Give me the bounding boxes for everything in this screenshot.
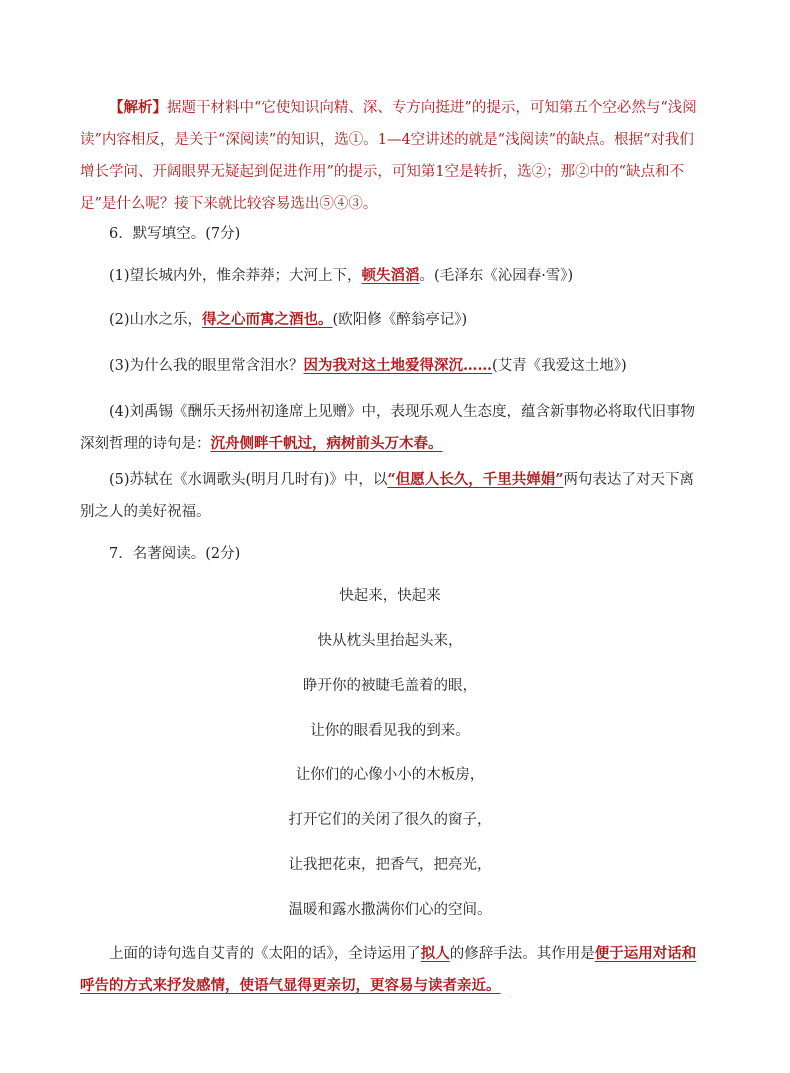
analysis-paragraph [80, 92, 700, 220]
poem-line-5: 让你们的心像小小的木板房， [295, 767, 485, 783]
q6-item-5-answer: “但愿人长久，千里共婵娟” [387, 471, 564, 488]
q6-item-2-prompt: (2)山水之乐， [109, 312, 203, 328]
q6-item-3-answer: 因为我对这土地爱得深沉…… [303, 357, 493, 374]
q6-item-5-text: 两句表达了对天下离别之人的美好祝福。 [80, 472, 695, 520]
q6-item-5 [80, 464, 700, 528]
q6-item-3-source: (艾青《我爱这土地》) [492, 358, 627, 374]
q7-title: 7．名著阅读。(2分) [109, 546, 241, 562]
poem-line-7: 让我把花束，把香气，把亮光， [288, 857, 492, 873]
analysis-tag: 【解析】 [109, 99, 167, 116]
q6-title: 6．默写填空。(7分) [109, 226, 241, 242]
poem-line-3: 睁开你的被睫毛盖着的眼， [303, 678, 477, 694]
q6-item-4-prompt: (4)刘禹锡《酬乐天扬州初逢席上见赠》中，表现乐观人生态度，蕴含新事物必将取代旧事物深刻哲理的诗句是： [80, 404, 696, 452]
q6-item-2 [80, 304, 700, 336]
q6-item-1-source: 。(毛泽东《沁园春·雪》) [419, 268, 574, 284]
analysis-text: 据题干材料中“它使知识向精、深、专方向挺进”的提示，可知第五个空必然与“浅阅读”内容相反，是关于“深阅读”的知识，选①。1—4空讲述的就是“浅阅读”的缺点。根据“对我们增长学问、开阔眼界无疑起到促进作用”的提示，可知第1空是转折，选②；那②中的“缺点和不足”是什么呢？接下来就比较容易选出⑤④③。 [80, 100, 697, 212]
poem-line-2: 快从枕头里抬起头来， [317, 633, 463, 649]
q7-note-prompt: 上面的诗句选自艾青的《太阳的话》，全诗运用了 [109, 946, 421, 962]
q6-item-1-prompt: (1)望长城内外，惟余莽莽；大河上下， [109, 268, 362, 284]
q7-answer-rhetoric: 拟人 [420, 945, 450, 962]
q6-item-4-answer: 沉舟侧畔千帆过，病树前头万木春。 [210, 435, 443, 452]
poem-line-1: 快起来，快起来 [339, 588, 441, 604]
q6-item-2-answer: 得之心而寓之酒也。 [202, 311, 333, 328]
q6-item-4 [80, 396, 700, 460]
poem-line-6: 打开它们的关闭了很久的窗子， [288, 812, 492, 828]
poem-line-8: 温暖和露水撒满你们心的空间。 [288, 902, 492, 918]
poem-line-4: 让你的眼看见我的到来。 [310, 723, 470, 739]
q6-item-1 [80, 260, 700, 292]
q6-item-5-prompt: (5)苏轼在《水调歌头(明月几时有)》中，以 [109, 472, 388, 488]
q6-item-1-answer: 顿失滔滔 [361, 267, 420, 284]
q6-item-2-source: (欧阳修《醉翁亭记》) [332, 312, 468, 328]
q6-item-3-prompt: (3)为什么我的眼里常含泪水？ [109, 358, 304, 374]
q7-note-mid: 的修辞手法。其作用是 [449, 946, 595, 962]
q6-item-3 [80, 350, 700, 382]
q7-answer-effect: 便于运用对话和呼告的方式来抒发感情，使语气显得更亲切，更容易与读者亲近。 [80, 945, 697, 994]
q7-note [80, 938, 700, 1002]
